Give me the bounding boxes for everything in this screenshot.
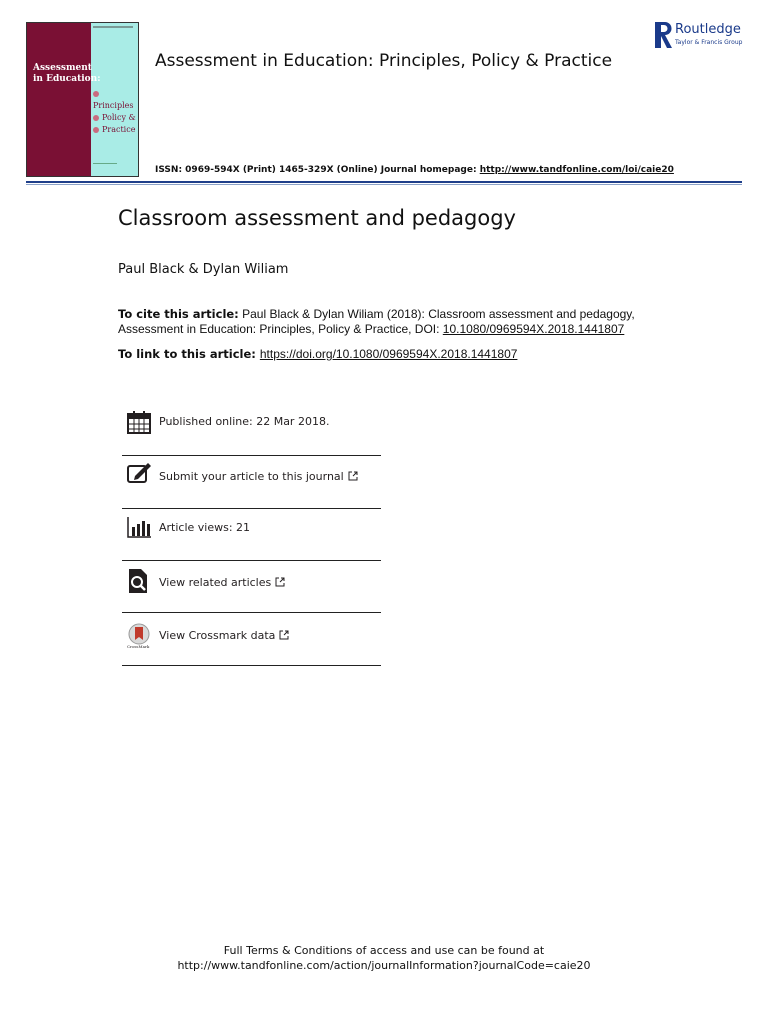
published-online-text: Published online: 22 Mar 2018.	[159, 415, 330, 428]
journal-title: Assessment in Education: Principles, Policy & Practice	[155, 51, 613, 71]
edit-icon	[126, 461, 152, 487]
related-articles-link[interactable]: View related articles	[159, 576, 285, 589]
routledge-logo	[655, 22, 750, 52]
article-views-row	[122, 508, 381, 561]
issn-line: ISSN: 0969-594X (Print) 1465-329X (Online) Journal homepage: http://www.tandfonline.com/loi/caie20	[155, 165, 674, 175]
cover-subtitle: Principles Policy & Practice	[93, 88, 138, 136]
crossmark-caption: CrossMark	[127, 644, 150, 649]
external-link-icon	[275, 577, 285, 587]
article-link-block	[118, 347, 517, 361]
search-document-icon	[126, 568, 152, 594]
cite-label: To cite this article:	[118, 307, 239, 321]
submit-article-row[interactable]	[122, 456, 381, 509]
cite-text: Paul Black & Dylan Wiliam (2018): Classroom assessment and pedagogy, Assessment in Education: Principles, Policy & Practice, DOI:	[118, 307, 635, 336]
footer-terms-link[interactable]: http://www.tandfonline.com/action/journalInformation?journalCode=caie20	[177, 959, 591, 972]
citation-block	[118, 307, 678, 337]
article-url-link[interactable]: https://doi.org/10.1080/0969594X.2018.1441807	[259, 347, 518, 361]
header-rule	[26, 181, 742, 183]
link-label: To link to this article:	[118, 347, 260, 361]
submit-article-link[interactable]: Submit your article to this journal	[159, 470, 358, 483]
external-link-icon	[348, 471, 358, 481]
journal-cover-image	[26, 22, 139, 177]
publisher-name: Routledge	[675, 22, 741, 37]
crossmark-row[interactable]	[122, 613, 381, 666]
doi-link[interactable]: 10.1080/0969594X.2018.1441807	[442, 322, 625, 336]
published-online-row	[122, 403, 381, 456]
article-views-text: Article views: 21	[159, 521, 251, 534]
routledge-r-icon	[655, 22, 673, 48]
cover-title: Assessment in Education:	[33, 63, 101, 84]
calendar-icon	[126, 409, 152, 435]
article-title: Classroom assessment and pedagogy	[118, 206, 516, 230]
footer-text: Full Terms & Conditions of access and use can be found at	[223, 944, 545, 957]
crossmark-link[interactable]: View Crossmark data	[159, 629, 289, 642]
header-rule-thin	[26, 184, 742, 185]
footer	[0, 943, 768, 973]
journal-homepage-link[interactable]: http://www.tandfonline.com/loi/caie20	[479, 165, 674, 175]
related-articles-row[interactable]	[122, 560, 381, 613]
bar-chart-icon	[126, 515, 152, 541]
publisher-group: Taylor & Francis Group	[675, 39, 743, 46]
external-link-icon	[279, 630, 289, 640]
article-authors: Paul Black & Dylan Wiliam	[118, 262, 289, 277]
